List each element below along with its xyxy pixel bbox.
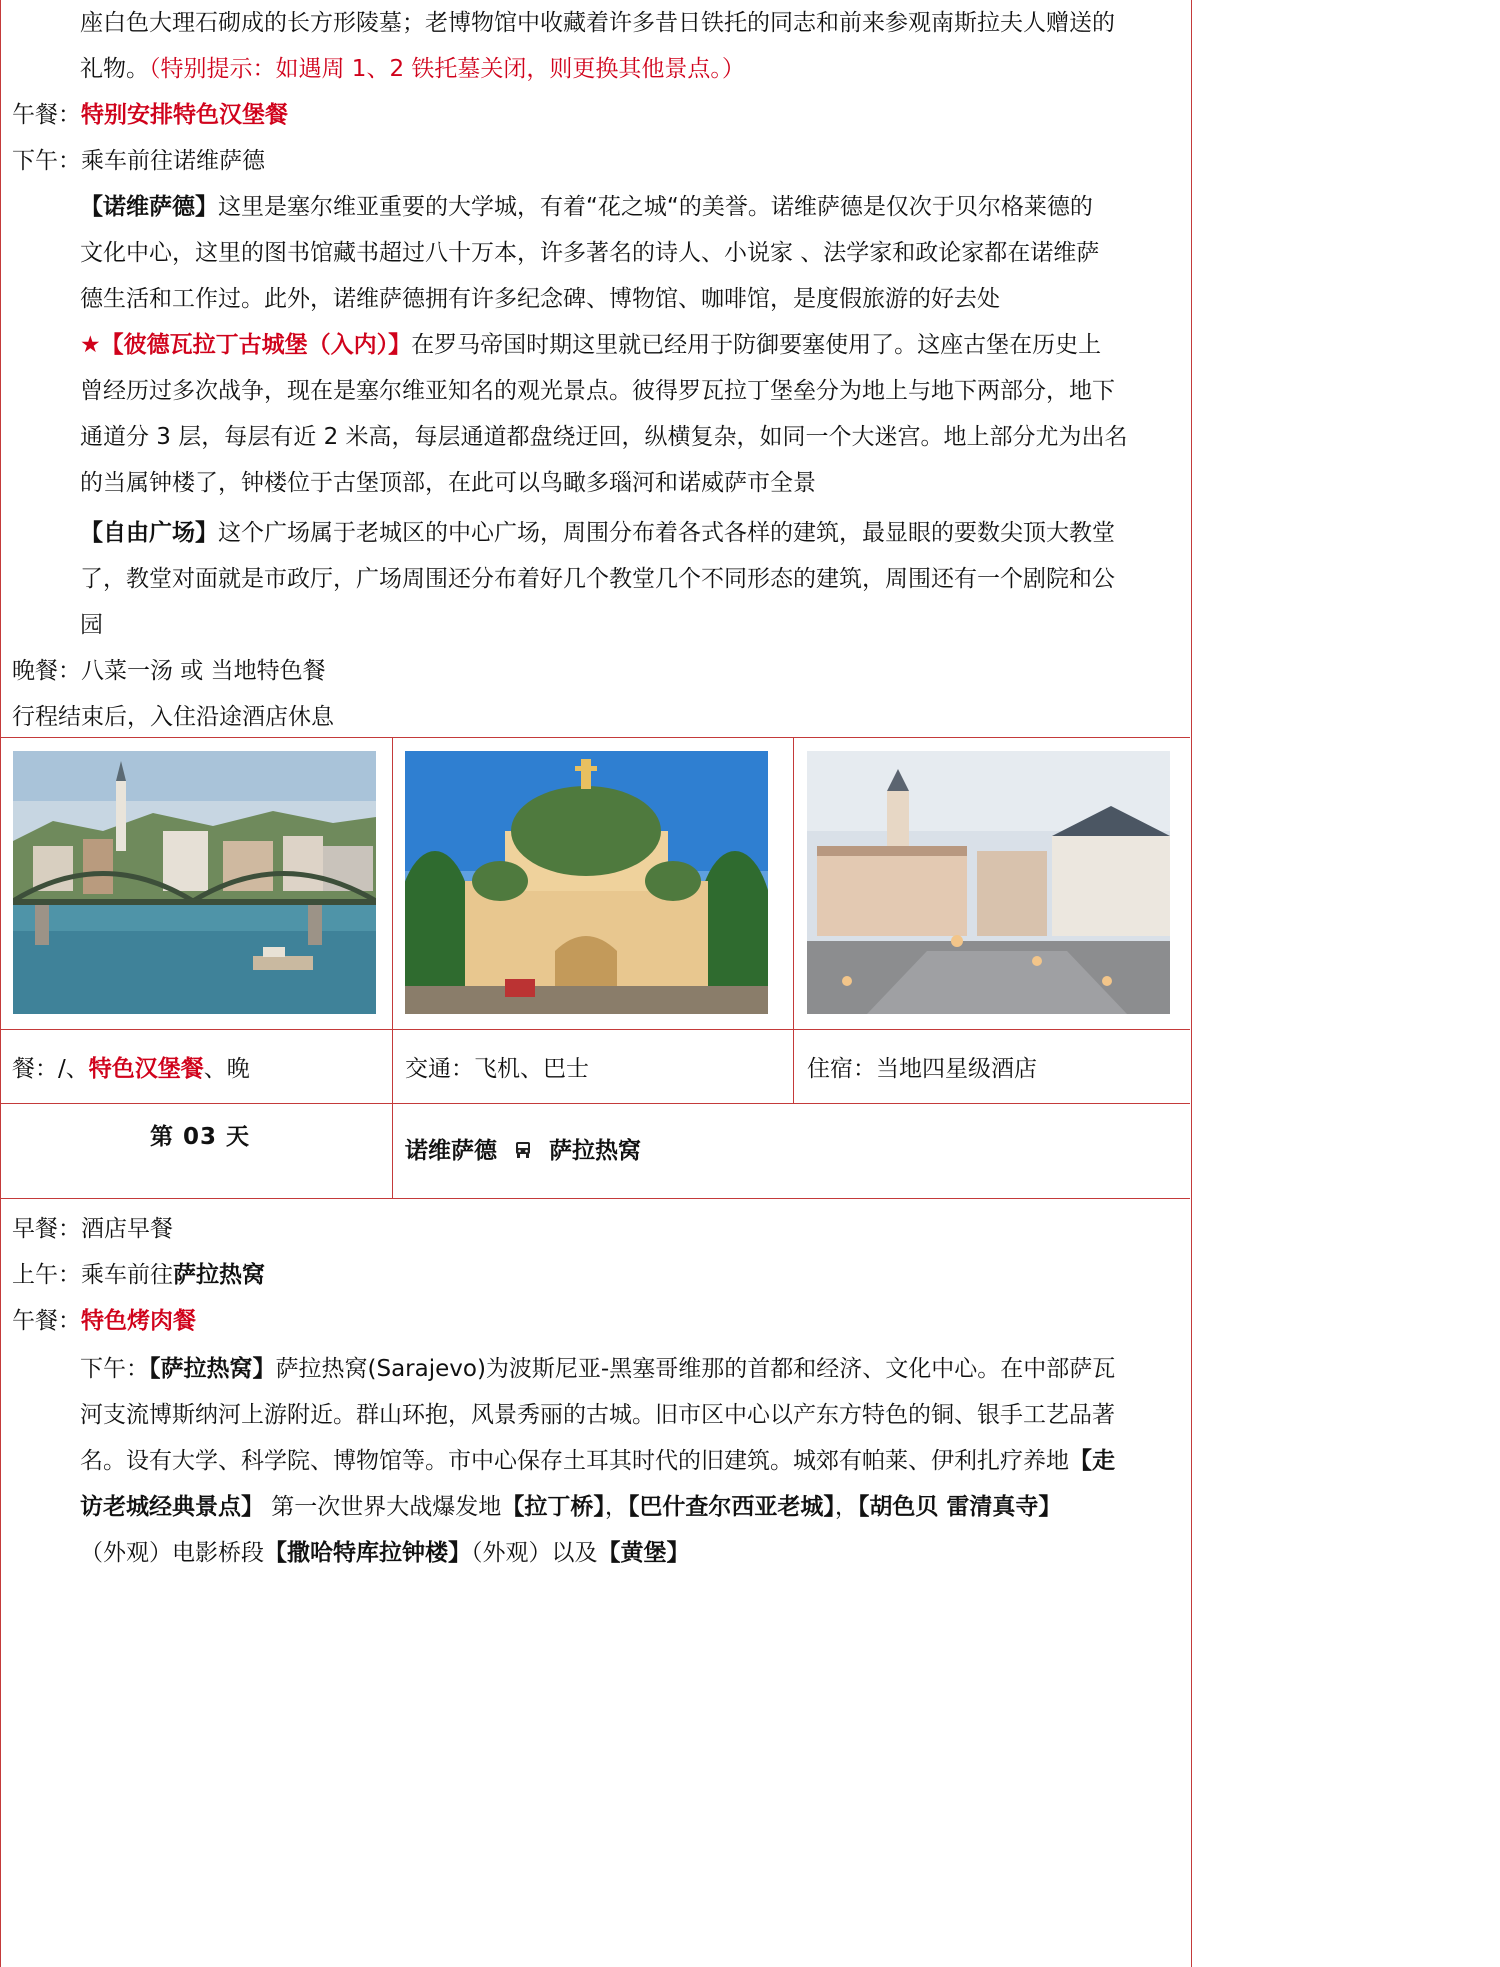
tito-text-line-2: 礼物。（特别提示：如遇周 1、2 铁托墓关闭，则更换其他景点。） bbox=[80, 56, 745, 82]
lunch-special: 特别安排特色汉堡餐 bbox=[81, 102, 288, 128]
freedom-square-line-2: 了，教堂对面就是市政厅，广场周围还分布着好几个教堂几个不同形态的建筑，周围还有一个剧院和公 bbox=[80, 566, 1115, 592]
petrovaradin-line-2: 曾经历过多次战争，现在是塞尔维亚知名的观光景点。彼得罗瓦拉丁堡垒分为地上与地下两部分，地下 bbox=[80, 378, 1115, 404]
lodging-cell: 住宿：当地四星级酒店 bbox=[807, 1056, 1037, 1082]
sarajevo-line-4: 访老城经典景点】 第一次世界大战爆发地【拉丁桥】，【巴什查尔西亚老城】，【胡色贝 雷清真寺】 bbox=[80, 1494, 1062, 1520]
petrovaradin-line-4: 的当属钟楼了，钟楼位于古堡顶部，在此可以鸟瞰多瑙河和诺威萨市全景 bbox=[80, 470, 816, 496]
route-from: 诺维萨德 bbox=[405, 1138, 497, 1164]
dinner-line: 晚餐：八菜一汤 或 当地特色餐 bbox=[12, 658, 326, 684]
novi-sad-line-3: 德生活和工作过。此外，诺维萨德拥有许多纪念碑、博物馆、咖啡馆，是度假旅游的好去处 bbox=[80, 286, 1000, 312]
transport-cell: 交通：飞机、巴士 bbox=[405, 1056, 589, 1082]
divider bbox=[0, 1103, 1190, 1104]
divider bbox=[0, 737, 1190, 738]
divider bbox=[793, 737, 794, 1103]
afternoon-line: 下午：乘车前往诺维萨德 bbox=[12, 148, 265, 174]
special-note: （特别提示：如遇周 1、2 铁托墓关闭，则更换其他景点。） bbox=[149, 56, 745, 82]
divider bbox=[0, 1029, 1190, 1030]
sarajevo-line-1: 下午：【萨拉热窝】萨拉热窝(Sarajevo)为波斯尼亚-黑塞哥维那的首都和经济、文化中心。在中部萨瓦 bbox=[80, 1356, 1116, 1382]
novi-sad-line-2: 文化中心，这里的图书馆藏书超过八十万本，许多著名的诗人、小说家 、法学家和政论家都在诺维萨 bbox=[80, 240, 1100, 266]
day3-lunch-line: 午餐：特色烤肉餐 bbox=[12, 1308, 196, 1334]
hotel-line: 行程结束后，入住沿途酒店休息 bbox=[12, 704, 334, 730]
divider bbox=[0, 1198, 1190, 1199]
sarajevo-line-3: 名。设有大学、科学院、博物馆等。市中心保存土耳其时代的旧建筑。城郊有帕莱、伊利扎疗养地【走 bbox=[80, 1448, 1115, 1474]
breakfast-line: 早餐：酒店早餐 bbox=[12, 1216, 173, 1242]
petrovaradin-line-3: 通道分 3 层，每层有近 2 米高，每层通道都盘绕迂回，纵横复杂，如同一个大迷宫。地上部分尤为出名 bbox=[80, 424, 1128, 450]
day-number: 第 03 天 bbox=[150, 1124, 251, 1150]
divider bbox=[392, 1103, 393, 1198]
meals-cell: 餐：/、特色汉堡餐、晚 bbox=[12, 1056, 250, 1082]
photo-saint-sava-church bbox=[405, 751, 768, 1014]
photo-belgrade-bridge bbox=[13, 751, 376, 1014]
freedom-square-line-3: 园 bbox=[80, 612, 103, 638]
day3-lunch-special: 特色烤肉餐 bbox=[81, 1308, 196, 1334]
sarajevo-line-5: （外观）电影桥段【撒哈特库拉钟楼】（外观）以及【黄堡】 bbox=[80, 1540, 690, 1566]
tito-text-line: 座白色大理石砌成的长方形陵墓；老博物馆中收藏着许多昔日铁托的同志和前来参观南斯拉夫人赠送的 bbox=[80, 10, 1115, 36]
lunch-line: 午餐：特别安排特色汉堡餐 bbox=[12, 102, 288, 128]
morning-line: 上午：乘车前往萨拉热窝 bbox=[12, 1262, 265, 1288]
divider bbox=[392, 737, 393, 1103]
route-to: 萨拉热窝 bbox=[549, 1138, 641, 1164]
route-header bbox=[405, 1132, 641, 1165]
meal-special: 特色汉堡餐 bbox=[88, 1056, 204, 1082]
bus-icon bbox=[515, 1139, 531, 1165]
photo-novi-sad-square bbox=[807, 751, 1170, 1014]
freedom-square-line-1: 【自由广场】这个广场属于老城区的中心广场，周围分布着各式各样的建筑，最显眼的要数尖顶大教堂 bbox=[80, 520, 1115, 546]
novi-sad-line-1: 【诺维萨德】这里是塞尔维亚重要的大学城，有着“花之城“的美誉。诺维萨德是仅次于贝尔格莱德的 bbox=[80, 194, 1093, 220]
petrovaradin-title: ★【彼德瓦拉丁古城堡（入内）】 bbox=[80, 332, 412, 358]
sarajevo-line-2: 河支流博斯纳河上游附近。群山环抱，风景秀丽的古城。旧市区中心以产东方特色的铜、银手工艺品著 bbox=[80, 1402, 1115, 1428]
petrovaradin-line-1: ★【彼德瓦拉丁古城堡（入内）】在罗马帝国时期这里就已经用于防御要塞使用了。这座古堡在历史上 bbox=[80, 332, 1102, 358]
